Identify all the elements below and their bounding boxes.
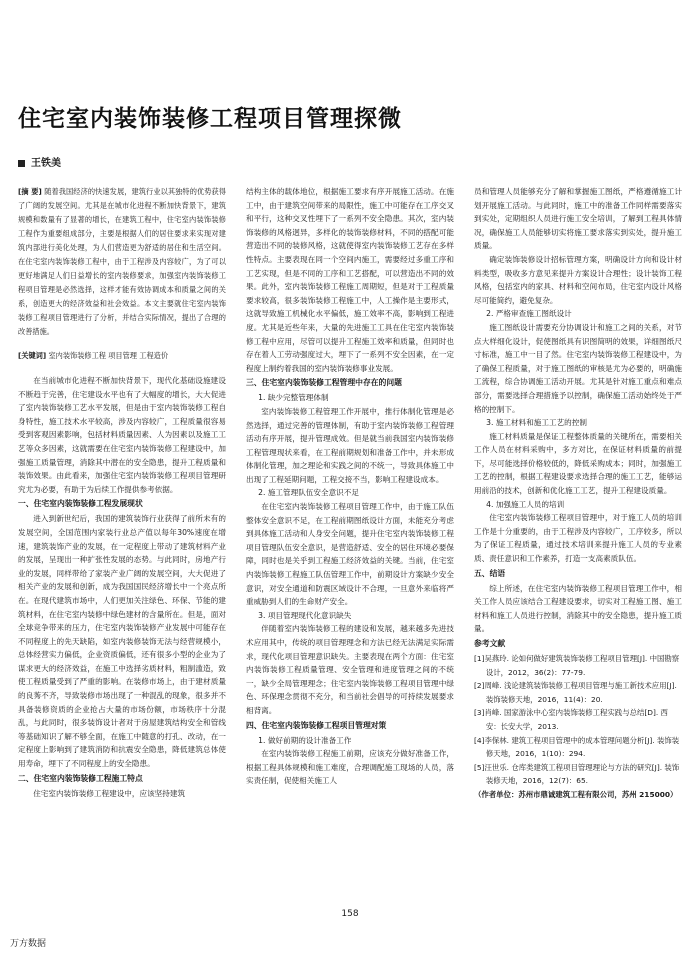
reference-item: [1]吴燕玲. 论如何做好建筑装饰装修工程项目管理[J]. 中国勘察设计，2012，36(2)：77-79. [474, 654, 680, 677]
section-3-3-paragraph: 伴随着室内装饰装修工程的建设和发展，越来越多先进技术应用其中，传统的项目管理理念和方法已经无法满足实际需求，现代化项目管理意识缺失。主要表现在两个方面：住宅室内装饰装修工程质量管理、安全管理和进度管理之间的不统一，缺少全局管理理念；住宅室内装饰装修工程项目管理中绿色、环保理念贯彻不充分，和当前社会倡导的可持续发展要求相背离。 [246, 624, 454, 715]
subheading-4-2: 2. 严格审查施工图纸设计 [486, 309, 572, 319]
abstract-label: [摘 要] [18, 187, 42, 196]
section-heading-5: 五、结语 [474, 568, 506, 578]
subheading-4-4: 4. 加强施工人员的培训 [486, 499, 565, 509]
section-1-paragraph: 进入到新世纪后，我国的建筑装饰行业获得了前所未有的发展空间，全国范围内家装行业总产值以每年30%速度在增速，建筑装饰产业的发展，在一定程度上带动了建筑材料产业的发展，呈现出一种扩张性发展的态势。与此同时，房地产行业的发展，同样带给了家装产业广阔的发展空间，大大促进了相关产业的发展和创新，成为我国国民经济增长中一个亮点所在。在现代建筑市场中，人们更加关注绿色、环保、节能的建筑材料，在住宅室内装修中绿色建材的含量所在。但是，面对全球竞争带来的压力，住宅室内装饰装修产业发展中可能存在不同程度上的先天缺陷，如室内装修装饰无法与经营规模小，总体经营实力偏低，企业资质偏低，还有很多小型的企业为了谋求更大的经济效益，在施工中选择劣质材料，粗制滥造，致使工程质量受到了严重的影响。在装修市场上，由于建材质量的良莠不齐，导致装修市场出现了一种混乱的现象，很多并不具备装修资质的企业抢占大量的市场份额，市场秩序十分混乱，与此同时，很多装饰设计者对于房屋建筑结构安全和管线等基础知识了解不够全面，在施工中随意的打孔、改动，在一定程度上影响到了建筑消防和抗震安全隐患，降低建筑总体使用寿命，埋下了不同程度上的安全隐患。 [18, 514, 226, 769]
intro-paragraph: 在当前城市化进程不断加快背景下，现代化基础设施建设不断趋于完善，住宅建设水平也有了大幅度的增长，大大促进了室内装饰装修工艺水平发展，但是由于室内装饰装修工程自身特性，施工技术水平较高，涉及内容较广，工程质量很容易受到客观因素影响，包括材料质量因素、人为因素以及施工工艺等众多因素，这就需要在住宅室内装饰装修工程建设中，加强施工质量管理，消除其中潜在的安全隐患，提升工程质量和装饰效果。由此看来，加强住宅室内装饰装修工程项目管理研究尤为必要，有助于为后续工作提供参考依据。 [18, 376, 226, 494]
bullet-square-icon [18, 160, 25, 167]
subheading-3-1: 1. 缺少完整管理体制 [258, 393, 329, 403]
conclusion-paragraph: 综上所述，在住宅室内装饰装修工程项目管理工作中，相关工作人员应该结合工程建设要求，切实对工程施工图、施工材料和施工人员进行控制，消除其中的安全隐患，提升施工质量。 [474, 583, 682, 634]
subheading-4-1: 1. 做好前期的设计准备工作 [258, 735, 352, 745]
section-3-2-paragraph: 在住宅室内装饰装修工程项目管理工作中，由于施工队伍整体安全意识不足，在工程前期图纸设计方面，未能充分考虑到具体施工活动和人身安全问题，提升住宅室内装饰装修工程项目管理队伍安全意识，是营造舒适、安全的居住环境必要保障，同时也是关乎到工程施工经济效益的关键。当前，住宅室内装饰装修工程施工队伍管理工作中，前期设计方案缺少安全意识，对安全通道和防震区域设计不合理，一旦意外来临将严重威胁到人们的生命财产安全。 [246, 502, 454, 607]
reference-item: [3]肖峰. 国家游泳中心室内装饰装修工程实践与总结[D]. 西安：长安大学，2013. [474, 708, 668, 731]
keywords-text: 室内装饰装修工程 项目管理 工程造价 [48, 351, 169, 360]
keywords [18, 349, 226, 362]
section-4-3-paragraph: 施工材料质量是保证工程整体质量的关键所在，需要相关工作人员在材料采购中，多方对比，在保证材料质量的前提下，尽可能选择价格较低的，降低采购成本；同时，加强施工工艺的控制，根据工程建设要求选择合理的施工工艺，能够运用前沿的技术，创新和优化施工工艺，提升工程建设质量。 [474, 431, 682, 496]
abstract [18, 185, 226, 339]
section-heading-3: 三、住宅室内装饰装修工程管理中存在的问题 [246, 378, 402, 388]
section-4-1-continued: 员和管理人员能够充分了解和掌握施工图纸，严格遵循施工计划开展施工活动。与此同时，施工中的准备工作同样需要落实到实处，定期组织人员进行施工安全培训，了解到工程具体情况，确保施工人员能够切实将施工要求落实到实处，提升施工质量。 [474, 187, 682, 251]
author-line [18, 154, 61, 169]
section-heading-4: 四、住宅室内装饰装修工程项目管理对策 [246, 720, 387, 730]
section-4-4-paragraph: 住宅室内装饰装修工程项目管理中，对于施工人员的培训工作是十分重要的，由于工程涉及内容较广，工序较多，所以为了保证工程质量，通过技术培训来提升施工人员的专业素质、责任意识和工作素养，打造一支高素质队伍。 [474, 513, 682, 564]
author-name: 王铁美 [31, 158, 61, 169]
references-heading: 参考文献 [474, 639, 506, 648]
column-3 [474, 185, 682, 802]
section-4-2-paragraph: 施工图纸设计需要充分协调设计和施工之间的关系，对节点大样细化设计，促使图纸具有识图简明的效果，详细图纸尺寸标准，施工中一目了然。住宅室内装饰装修工程建设中，为了确保工程质量，对于施工图纸的审核是尤为必要的，明确施工流程，综合协调施工活动开展。尤其是针对施工重点和难点部分，需要选择合理措施予以控制，确保施工活动始终处于严格的控制下。 [474, 322, 682, 414]
subheading-3-2: 2. 施工管理队伍安全意识不足 [258, 488, 359, 498]
section-heading-2: 二、住宅室内装饰装修工程施工特点 [18, 773, 143, 783]
section-2-paragraph: 住宅室内装饰装修工程建设中，应该坚持建筑 [33, 788, 186, 798]
section-heading-1: 一、住宅室内装饰装修工程发展现状 [18, 499, 143, 509]
reference-item: [2]周峰. 浅论建筑装饰装修工程项目管理与施工新技术应用[J]. 装饰装修天地，2016，11(4)：20. [474, 681, 677, 704]
footer-watermark: 万方数据 [10, 939, 47, 949]
column-1 [18, 185, 226, 800]
reference-item: [4]李保林. 建筑工程项目管理中的成本管理问题分析[J]. 装饰装修天地，2016，1(10)：294. [474, 735, 680, 759]
section-4-1-paragraph: 在室内装饰装修工程施工前期，应该充分做好准备工作，根据工程具体规模和施工难度，合理调配施工现场的人员，落实责任制，促使相关施工人 [246, 749, 454, 786]
section-4-1-paragraph-2: 确定装饰装修设计招标管理方案，明确设计方向和设计材料类型，吸收多方意见来提升方案设计合理性；设计装饰工程风格，包括室内的家具、材料和空间布局，住宅室内设计风格尽可能简约，避免复杂。 [474, 254, 682, 305]
subheading-3-3: 3. 项目管理现代化意识缺失 [258, 610, 352, 620]
article-title: 住宅室内装饰装修工程项目管理探微 [18, 106, 402, 132]
subheading-4-3: 3. 施工材料和施工工艺的控制 [486, 418, 587, 428]
keywords-label: [关键词] [18, 351, 47, 360]
page-number: 158 [341, 909, 359, 919]
author-affiliation: （作者单位：苏州市鼎诚建筑工程有限公司，苏州 215000） [474, 789, 678, 799]
column-2 [246, 185, 454, 788]
section-2-continued: 结构主体的载体地位，根据施工要求有序开展施工活动。在施工中，由于建筑空间带来的局限性，施工中可能存在工序交叉和平行，这种交叉性埋下了一系列不安全隐患。其次，室内装饰装修的风格迥异，多样化的装饰装修材料，不同的搭配可能营造出不同的装修风格，这就使得室内装饰装修工艺存在多样性特点。主要表现在同一个空间内施工，需要经过多重工序和工艺实现，但是不同的工序和工艺搭配，可以营造出不同的效果。此外，室内装饰装修工程施工周期短，但是对于工程质量要求较高，很多装饰装修工程施工中，人工操作是主要形式，这就导致施工机械化水平偏低，施工效率不高，影响到工程进度。尤其是近些年来，大量的先进施工工具在住宅室内装饰装修工程中应用，尽管可以提升工程施工效率和质量，但同时也存在着人工劳动强度过大，埋下了一系列不安全因素，在一定程度上制约着我国的室内装饰装修事业发展。 [246, 187, 454, 373]
section-3-1-paragraph: 室内装饰装修工程管理工作开展中，推行体制化管理是必然选择，通过完善的管理体制，有助于室内装饰装修工程管理活动有序开展，提升管理成效。但是就当前我国室内装饰装修工程管理现状来看，在工程前期规划和准备工作中，并未形成体制化管理，加之理论和实践之间的不统一，导致具体施工中出现了工程延期问题，工程交接不当，影响工程建设成本。 [246, 406, 454, 484]
abstract-text: 随着我国经济的快速发展，建筑行业以其独特的优势获得了广阔的发展空间。尤其是在城市化进程不断加快背景下，建筑规模和数量有了显著的增长，在建筑工程中，住宅室内装饰装修工程作为重要组成部分，主要是根据人们的居住要求来实现对建筑内部进行美化处理，为人们营造更为舒适的居住和生活空间。在住宅室内装饰装修工程中，由于工程涉及内容较广，为了可以更好地满足人们日益增长的室内装修要求，加强室内装饰装修工程项目管理是必然选择，这样才能有效协调成本和质量之间的关系，创造更大的经济效益和社会效益。本文主要就住宅室内装饰装修工程项目管理进行了分析，并结合实际情况，提出了合理的改善措施。 [18, 187, 226, 336]
reference-item: [5]汪世乐. 仓库类建筑工程项目管理理论与方法的研究[J]. 装饰装修天地，2016，12(7)：65. [474, 762, 680, 786]
